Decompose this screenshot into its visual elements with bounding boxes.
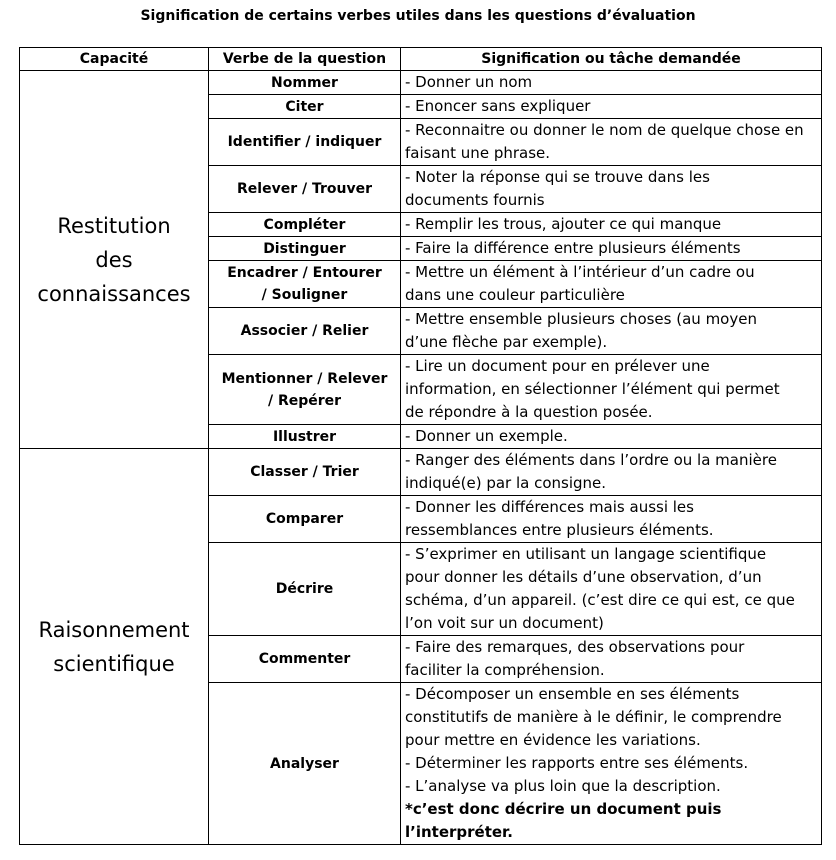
verbe-line: / Repérer (267, 392, 342, 409)
signification-line: - Faire des remarques, des observations pour (405, 638, 745, 656)
signification-line: ressemblances entre plusieurs éléments. (405, 521, 714, 539)
signification-line: - Décomposer un ensemble en ses éléments (405, 685, 740, 703)
signification-line: - Donner les différences mais aussi les (405, 498, 694, 516)
signification-line: - Enoncer sans expliquer (405, 97, 591, 115)
verbe-cell (209, 449, 401, 496)
verbe-line: Analyser (270, 755, 339, 772)
verbe-line: Comparer (265, 511, 344, 527)
verbe-cell (209, 496, 401, 543)
signification-line: - Mettre ensemble plusieurs choses (au moyen (405, 310, 757, 328)
signification-line: - Noter la réponse qui se trouve dans les (405, 168, 710, 186)
verbe-line: Distinguer (263, 240, 346, 257)
header-capacite: Capacité (20, 48, 209, 71)
capacite-cell (20, 449, 209, 845)
signification-line: documents fournis (405, 191, 545, 209)
signification-note-line: *c’est donc décrire un document puis (405, 800, 722, 818)
signification-cell (401, 308, 822, 355)
signification-line: - Reconnaitre ou donner le nom de quelque chose en (405, 121, 804, 139)
signification-line: pour donner les détails d’une observation, d’un (405, 568, 762, 586)
signification-cell (401, 95, 822, 119)
verbe-cell (209, 636, 401, 683)
signification-line: - Remplir les trous, ajouter ce qui manque (405, 215, 722, 233)
verbe-cell (209, 543, 401, 636)
verbe-line: Décrire (275, 581, 334, 597)
signification-line: - Mettre un élément à l’intérieur d’un cadre ou (405, 263, 755, 281)
signification-line: information, en sélectionner l’élément qui permet (405, 380, 780, 398)
table-row (20, 71, 822, 95)
signification-line: - L’analyse va plus loin que la description. (405, 777, 721, 795)
verbe-cell (209, 425, 401, 449)
verbe-cell (209, 213, 401, 237)
signification-line: indiqué(e) par la consigne. (405, 474, 607, 492)
signification-cell (401, 119, 822, 166)
verbe-line: / Souligner (261, 287, 348, 303)
verbe-line: Compléter (263, 216, 346, 233)
verbe-line: Associer / Relier (240, 323, 369, 339)
verbe-cell (209, 683, 401, 845)
verbe-line: Classer / Trier (250, 464, 359, 480)
signification-line: - Lire un document pour en prélever une (405, 357, 710, 375)
signification-line: faciliter la compréhension. (405, 661, 605, 679)
verbe-line: Commenter (258, 651, 351, 667)
capacite-cell (20, 71, 209, 449)
signification-line: d’une flèche par exemple). (405, 333, 608, 351)
signification-line: - Donner un exemple. (405, 427, 568, 445)
verbe-cell (209, 355, 401, 425)
verbe-line: Encadrer / Entourer (227, 265, 382, 281)
signification-cell (401, 213, 822, 237)
capacite-line: scientifique (53, 651, 175, 676)
signification-line: de répondre à la question posée. (405, 403, 653, 421)
signification-cell (401, 261, 822, 308)
signification-cell (401, 449, 822, 496)
capacite-line: connaissances (37, 281, 191, 306)
verbe-cell (209, 166, 401, 213)
signification-line: schéma, d’un appareil. (c’est dire ce qui est, ce que (405, 591, 795, 609)
signification-line: constitutifs de manière à le définir, le comprendre (405, 708, 782, 726)
verbe-line: Illustrer (272, 428, 337, 445)
signification-line: - Faire la différence entre plusieurs éléments (405, 239, 741, 257)
signification-cell (401, 683, 822, 845)
verbe-cell (209, 95, 401, 119)
signification-line: - Ranger des éléments dans l’ordre ou la manière (405, 451, 777, 469)
signification-cell (401, 425, 822, 449)
verbe-cell (209, 308, 401, 355)
signification-line: - S’exprimer en utilisant un langage scientifique (405, 545, 767, 563)
signification-cell (401, 166, 822, 213)
capacite-line: Raisonnement (38, 617, 190, 642)
table-row (20, 449, 822, 496)
verbe-line: Identifier / indiquer (227, 134, 382, 150)
signification-cell (401, 71, 822, 95)
verbe-line: Relever / Trouver (237, 181, 372, 197)
signification-line: dans une couleur particulière (405, 286, 625, 304)
verbs-table (19, 47, 822, 845)
signification-cell (401, 496, 822, 543)
header-verbe: Verbe de la question (209, 48, 401, 71)
signification-note-line: l’interpréter. (405, 823, 514, 841)
capacite-line: Restitution (57, 213, 171, 238)
signification-cell (401, 237, 822, 261)
verbe-cell (209, 119, 401, 166)
verbe-cell (209, 71, 401, 95)
signification-line: - Donner un nom (405, 73, 533, 91)
capacite-line: des (95, 247, 133, 272)
page-title: Signification de certains verbes utiles dans les questions d’évaluation (140, 8, 696, 24)
verbe-cell (209, 237, 401, 261)
table-body (20, 71, 822, 845)
signification-cell (401, 636, 822, 683)
verbe-cell (209, 261, 401, 308)
verbe-line: Nommer (271, 74, 338, 91)
header-signification: Signification ou tâche demandée (401, 48, 822, 71)
signification-line: l’on voit sur un document) (405, 614, 604, 632)
verbe-line: Mentionner / Relever (221, 370, 388, 387)
verbe-line: Citer (285, 98, 324, 115)
signification-line: faisant une phrase. (405, 144, 551, 162)
signification-line: pour mettre en évidence les variations. (405, 731, 701, 749)
signification-line: - Déterminer les rapports entre ses éléments. (405, 754, 749, 772)
signification-cell (401, 543, 822, 636)
signification-cell (401, 355, 822, 425)
table-header-row (20, 48, 822, 71)
